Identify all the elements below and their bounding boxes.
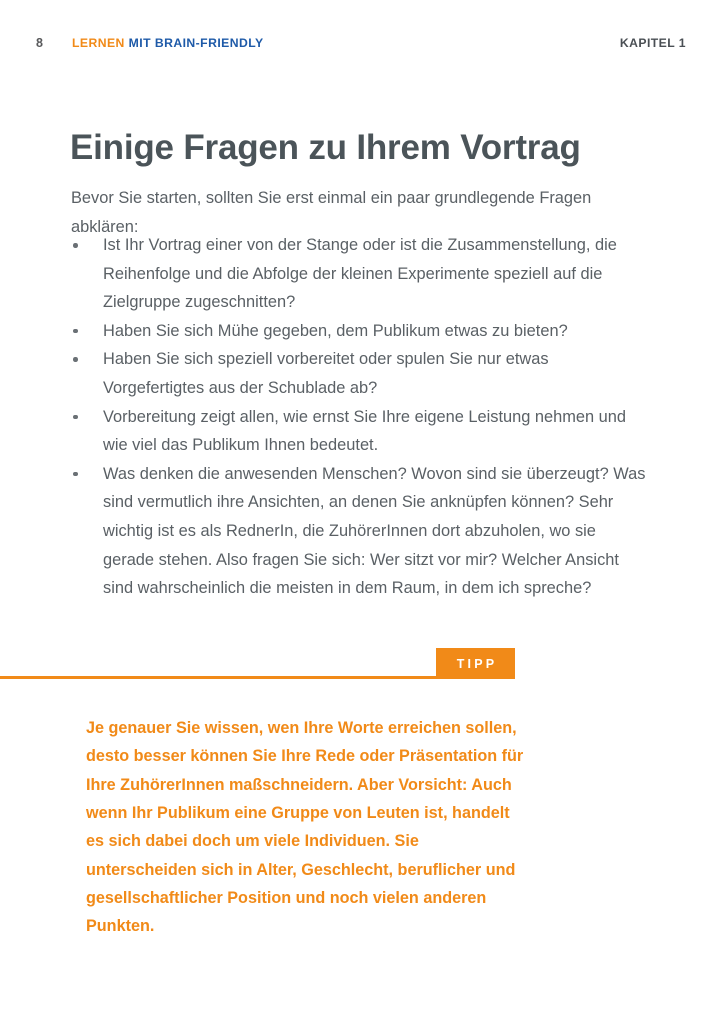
brand-secondary: MIT BRAIN-FRIENDLY xyxy=(128,36,264,50)
list-item xyxy=(71,231,651,317)
bullet-dot-icon xyxy=(73,357,78,362)
list-item-text: Haben Sie sich speziell vorbereitet oder spulen Sie nur etwas Vorgefertigtes aus der Schublade ab? xyxy=(103,350,549,397)
tip-text: Je genauer Sie wissen, wen Ihre Worte erreichen sollen, desto besser können Sie Ihre Rede oder Präsentation für Ihre ZuhörerInnen maßschneidern. Aber Vorsicht: Auch wenn Ihr Publikum eine Gruppe von Leuten ist, handelt es sich dabei doch um viele Individuen. Sie unterscheiden sich in Alter, Geschlecht, beruflicher und gesellschaftlicher Position und noch vielen anderen Punkten. xyxy=(86,719,524,936)
bullet-dot-icon xyxy=(73,415,78,420)
bullet-dot-icon xyxy=(73,243,78,248)
list-item xyxy=(71,317,651,346)
list-item-text: Vorbereitung zeigt allen, wie ernst Sie Ihre eigene Leistung nehmen und wie viel das Publikum Ihnen bedeutet. xyxy=(103,407,627,455)
chapter-label: KAPITEL 1 xyxy=(619,36,686,50)
running-head-title xyxy=(72,36,264,50)
running-head xyxy=(36,34,686,52)
list-item xyxy=(71,460,651,603)
bullet-dot-icon xyxy=(73,329,78,334)
question-list xyxy=(71,231,651,603)
brand-primary: LERNEN xyxy=(72,36,125,50)
tip-divider-rule xyxy=(0,676,437,679)
list-item xyxy=(71,403,651,460)
list-item-text: Ist Ihr Vortrag einer von der Stange oder ist die Zusammenstellung, die Reihenfolge und die Abfolge der kleinen Experimente speziell auf die Zielgruppe zugeschnitten? xyxy=(103,236,617,312)
list-item xyxy=(71,345,651,402)
page-title: Einige Fragen zu Ihrem Vortrag xyxy=(70,128,581,168)
bullet-dot-icon xyxy=(73,472,78,477)
intro-paragraph: Bevor Sie starten, sollten Sie erst einmal ein paar grundlegende Fragen abklären: xyxy=(71,189,592,236)
list-item-text: Haben Sie sich Mühe gegeben, dem Publikum etwas zu bieten? xyxy=(103,321,568,340)
list-item-text: Was denken die anwesenden Menschen? Wovon sind sie überzeugt? Was sind vermutlich ihre Ansichten, an denen Sie anknüpfen können? Sehr wichtig ist es als RednerIn, die ZuhörerInnen dort abzuholen, wo sie gerade stehen. Also fragen Sie sich: Wer sitzt vor mir? Welcher Ansicht sind wahrscheinlich die meisten in dem Raum, in dem ich spreche? xyxy=(103,464,646,598)
page-number: 8 xyxy=(36,36,44,50)
tip-badge: TIPP xyxy=(436,648,515,679)
